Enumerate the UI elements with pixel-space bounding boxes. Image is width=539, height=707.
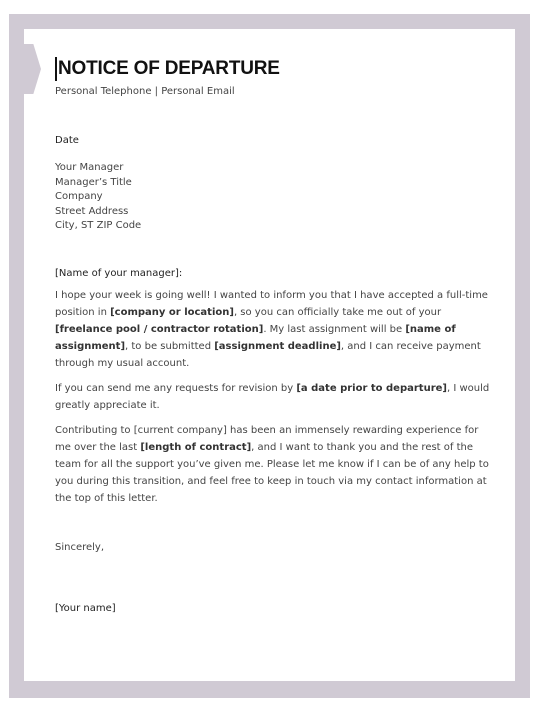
paragraph-text: If you can send me any requests for revision by	[55, 383, 297, 394]
recipient-address	[55, 161, 141, 234]
paragraph-text: I hope your week is going well! I wanted to inform you that I have accepted a full-time position in	[55, 290, 488, 318]
paragraph-2[interactable]	[55, 380, 491, 414]
closing[interactable]: Sincerely,	[55, 542, 105, 553]
paragraph-1[interactable]	[55, 287, 491, 372]
salutation[interactable]: [Name of your manager]:	[55, 268, 183, 279]
address-line-name[interactable]: Your Manager	[55, 162, 124, 173]
placeholder-company-or-location: [company or location]	[110, 307, 234, 318]
placeholder-assignment-name: [name of assignment]	[55, 324, 456, 352]
paragraph-text: , and I want to thank you and the rest of the team for all the support you’ve given me. Please let me know if I can be of any help to you during this transition, and feel free to keep in touch via my contact information at the top of this letter.	[55, 442, 489, 504]
paragraph-text: Contributing to [current company] has been an immensely rewarding experience for me over the last	[55, 425, 479, 453]
placeholder-contract-length: [length of contract]	[140, 442, 252, 453]
placeholder-freelance-pool: [freelance pool / contractor rotation]	[55, 324, 264, 335]
contact-line[interactable]: Personal Telephone | Personal Email	[55, 86, 235, 97]
address-line-title[interactable]: Manager’s Title	[55, 176, 132, 188]
address-line-company[interactable]: Company	[55, 191, 103, 202]
paragraph-text: . My last assignment will be	[263, 324, 406, 335]
paragraph-text: , and I can receive payment through my usual account.	[55, 341, 481, 369]
paragraph-text: , to be submitted	[125, 341, 215, 352]
date-field[interactable]: Date	[55, 135, 79, 146]
placeholder-revision-date: [a date prior to departure]	[296, 383, 447, 394]
letter-title[interactable]: NOTICE OF DEPARTURE	[55, 57, 280, 81]
placeholder-assignment-deadline: [assignment deadline]	[214, 341, 341, 352]
paragraph-text: , I would greatly appreciate it.	[55, 383, 490, 411]
signature-name[interactable]: [Your name]	[55, 603, 116, 614]
paragraph-3[interactable]	[55, 422, 491, 507]
address-line-city[interactable]: City, ST ZIP Code	[55, 220, 142, 231]
address-line-street[interactable]: Street Address	[55, 205, 129, 217]
paragraph-text: , so you can officially take me out of your	[233, 307, 442, 318]
